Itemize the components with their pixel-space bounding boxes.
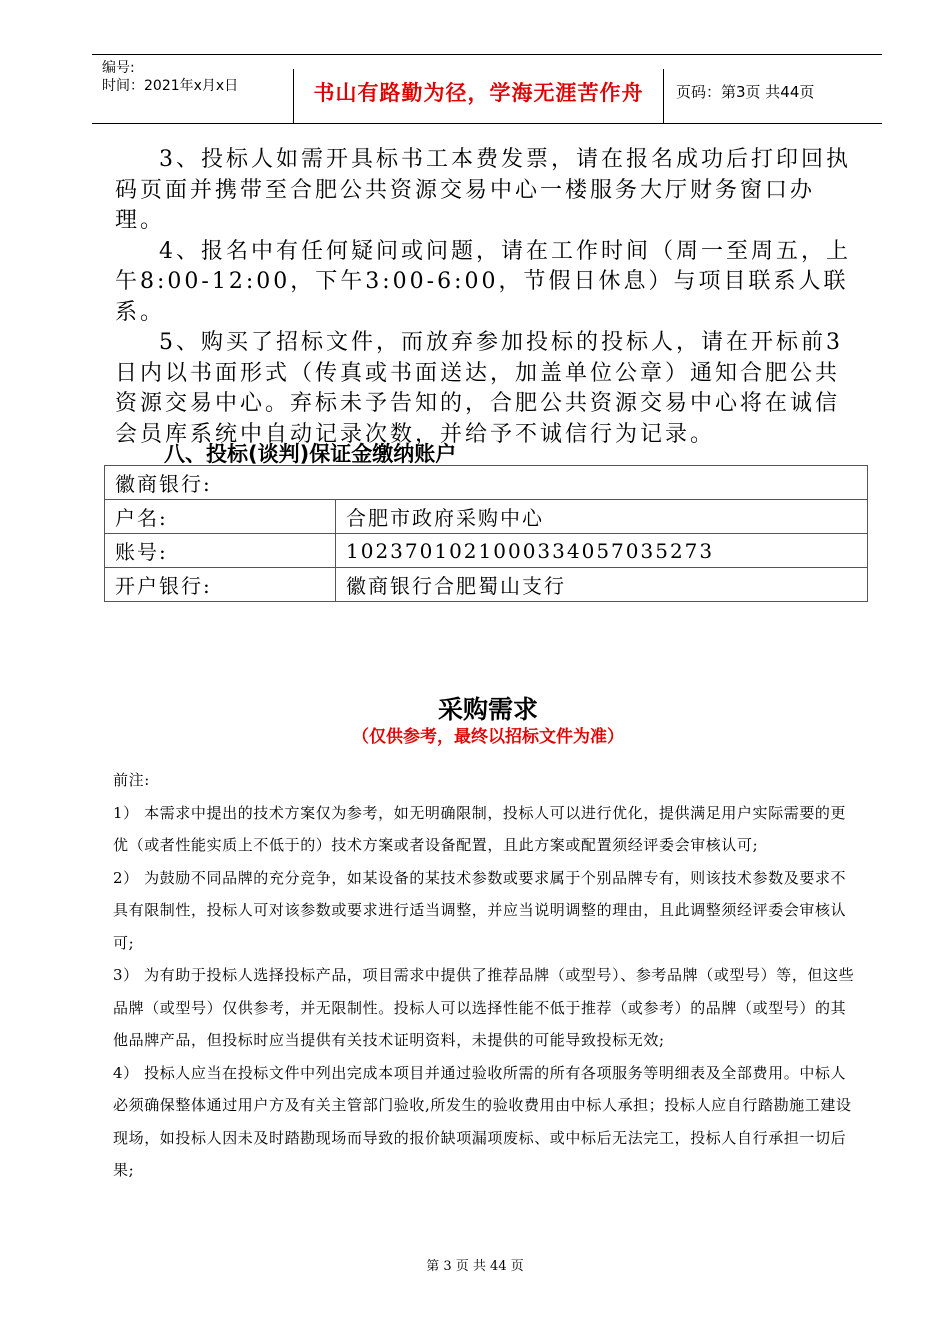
header-page-number: 页码：第3页 共44页 [676, 83, 815, 101]
note-item: 4） 投标人应当在投标文件中列出完成本项目并通过验收所需的所有各项服务等明细表及全部费用。中标人必须确保整体通过用户方及有关主管部门验收,所发生的验收费用由中标人承担；投标人应自行踏勘施工建设现场，如投标人因未及时踏勘现场而导致的报价缺项漏项废标、或中标后无法完工，投标人自行承担一切后果; [113, 1063, 852, 1179]
procurement-title: 采购需求 [437, 695, 538, 724]
notes-label: 前注: [113, 771, 150, 789]
account-table [104, 465, 868, 602]
header-meta [102, 59, 238, 95]
page-footer: 第 3 页 共 44 页 [426, 1259, 524, 1274]
table-row [105, 568, 868, 602]
note-item: 1） 本需求中提出的技术方案仅为参考，如无明确限制，投标人可以进行优化，提供满足用户实际需要的更优（或者性能实质上不低于的）技术方案或者设备配置，且此方案或配置须经评委会审核认可; [113, 803, 847, 854]
table-row [105, 500, 868, 534]
account-number-label: 账号: [105, 534, 336, 568]
paragraph-item: 4、报名中有任何疑问或问题，请在工作时间（周一至周五，上午8:00-12:00，下午3:00-6:00，节假日休息）与项目联系人联系。 [115, 238, 851, 325]
header-code-label: 编号: [102, 60, 135, 76]
account-name-value: 合肥市政府采购中心 [336, 500, 868, 534]
procurement-subtitle: （仅供参考，最终以招标文件为准） [352, 727, 624, 747]
page-header [92, 54, 882, 124]
notes-section [113, 764, 861, 1187]
header-time-label: 时间：2021年x月x日 [102, 78, 239, 94]
body-paragraphs [115, 145, 860, 450]
section-heading: 八、投标(谈判)保证金缴纳账户 [164, 442, 457, 466]
bank-branch-label: 开户银行: [105, 568, 336, 602]
note-item: 3） 为有助于投标人选择投标产品，项目需求中提供了推荐品牌（或型号）、参考品牌（或型号）等，但这些品牌（或型号）仅供参考，并无限制性。投标人可以选择性能不低于推荐（或参考）的品牌（或型号）的其他品牌产品，但投标时应当提供有关技术证明资料，未提供的可能导致投标无效; [113, 966, 855, 1049]
bank-branch-value: 徽商银行合肥蜀山支行 [336, 568, 868, 602]
table-row [105, 466, 868, 500]
paragraph-item: 3、投标人如需开具标书工本费发票，请在报名成功后打印回执码页面并携带至合肥公共资源交易中心一楼服务大厅财务窗口办理。 [115, 147, 851, 233]
account-name-label: 户名: [105, 500, 336, 534]
note-item: 2） 为鼓励不同品牌的充分竞争，如某设备的某技术参数或要求属于个别品牌专有，则该技术参数及要求不具有限制性，投标人可对该参数或要求进行适当调整，并应当说明调整的理由，且此调整须经评委会审核认可; [113, 868, 847, 952]
bank-header-cell: 徽商银行: [105, 466, 868, 500]
header-divider [663, 69, 664, 123]
header-motto: 书山有路勤为径，学海无涯苦作舟 [313, 81, 644, 105]
paragraph-item: 5、购买了招标文件，而放弃参加投标的投标人，请在开标前3日内以书面形式（传真或书面送达，加盖单位公章）通知合肥公共资源交易中心。弃标未予告知的，合肥公共资源交易中心将在诚信会员库系统中自动记录次数，并给予不诚信行为记录。 [115, 330, 843, 447]
account-number-value: 1023701021000334057035273 [336, 534, 868, 568]
table-row [105, 534, 868, 568]
